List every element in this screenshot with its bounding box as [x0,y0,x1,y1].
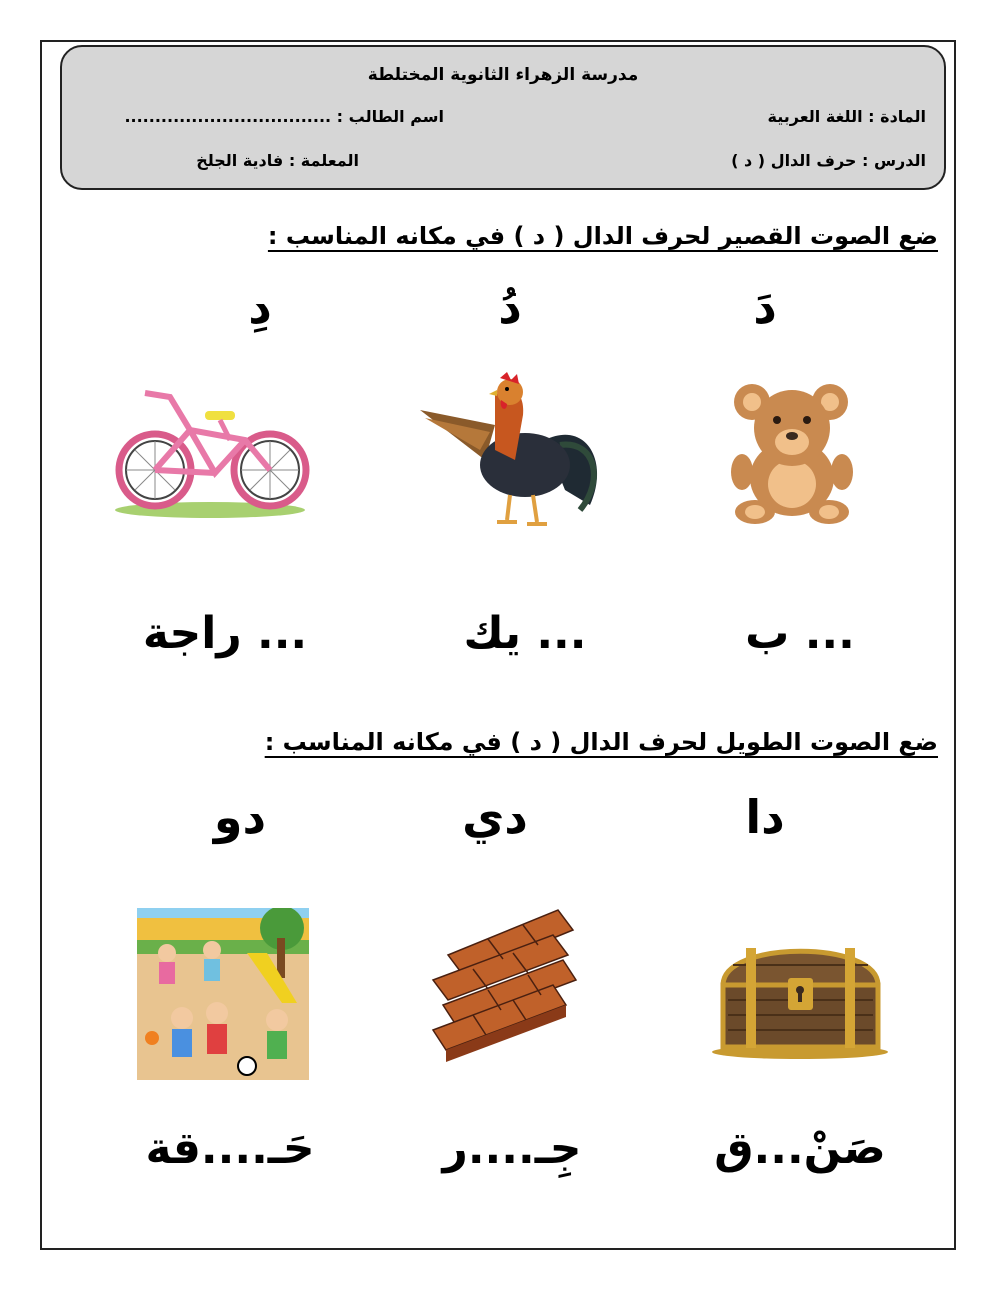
header-box [60,45,946,190]
section2-letter-ya: دي [462,790,528,844]
section2-instruction: ضع الصوت الطويل لحرف الدال ( د ) في مكانه المناسب : [264,728,938,756]
section2-letter-alif: دا [745,790,785,844]
section2-word-1: صَنْ...ق [714,1123,886,1174]
section1-word-3: ... راجة [142,608,308,659]
section1-word-2: ... يك [463,608,587,659]
teddy-bear-image [730,380,855,525]
student-name-field: اسم الطالب : .................................. [124,107,444,126]
school-name: مدرسة الزهراء الثانوية المختلطة [367,65,639,85]
treasure-chest-image [708,930,893,1060]
section2-word-3: حَـ....قة [145,1123,315,1174]
playground-image [137,908,309,1080]
section1-instruction: ضع الصوت القصير لحرف الدال ( د ) في مكانه المناسب : [267,222,938,250]
section1-letter-kasra: دِ [248,280,272,334]
section1-word-1: ... ب [745,608,855,659]
section1-letter-fatha: دَ [753,280,777,334]
section2-letter-waw: دو [213,790,267,844]
section2-word-2: جِـ....ر [442,1123,582,1174]
rooster-image [415,370,610,530]
lesson-label: الدرس : حرف الدال ( د ) [731,151,926,170]
teacher-label: المعلمة : فادية الجلخ [196,151,359,170]
bicycle-image [110,385,315,520]
section1-letter-damma: دُ [498,280,522,334]
brick-wall-image [428,905,578,1065]
subject-label: المادة : اللغة العربية [767,107,926,126]
